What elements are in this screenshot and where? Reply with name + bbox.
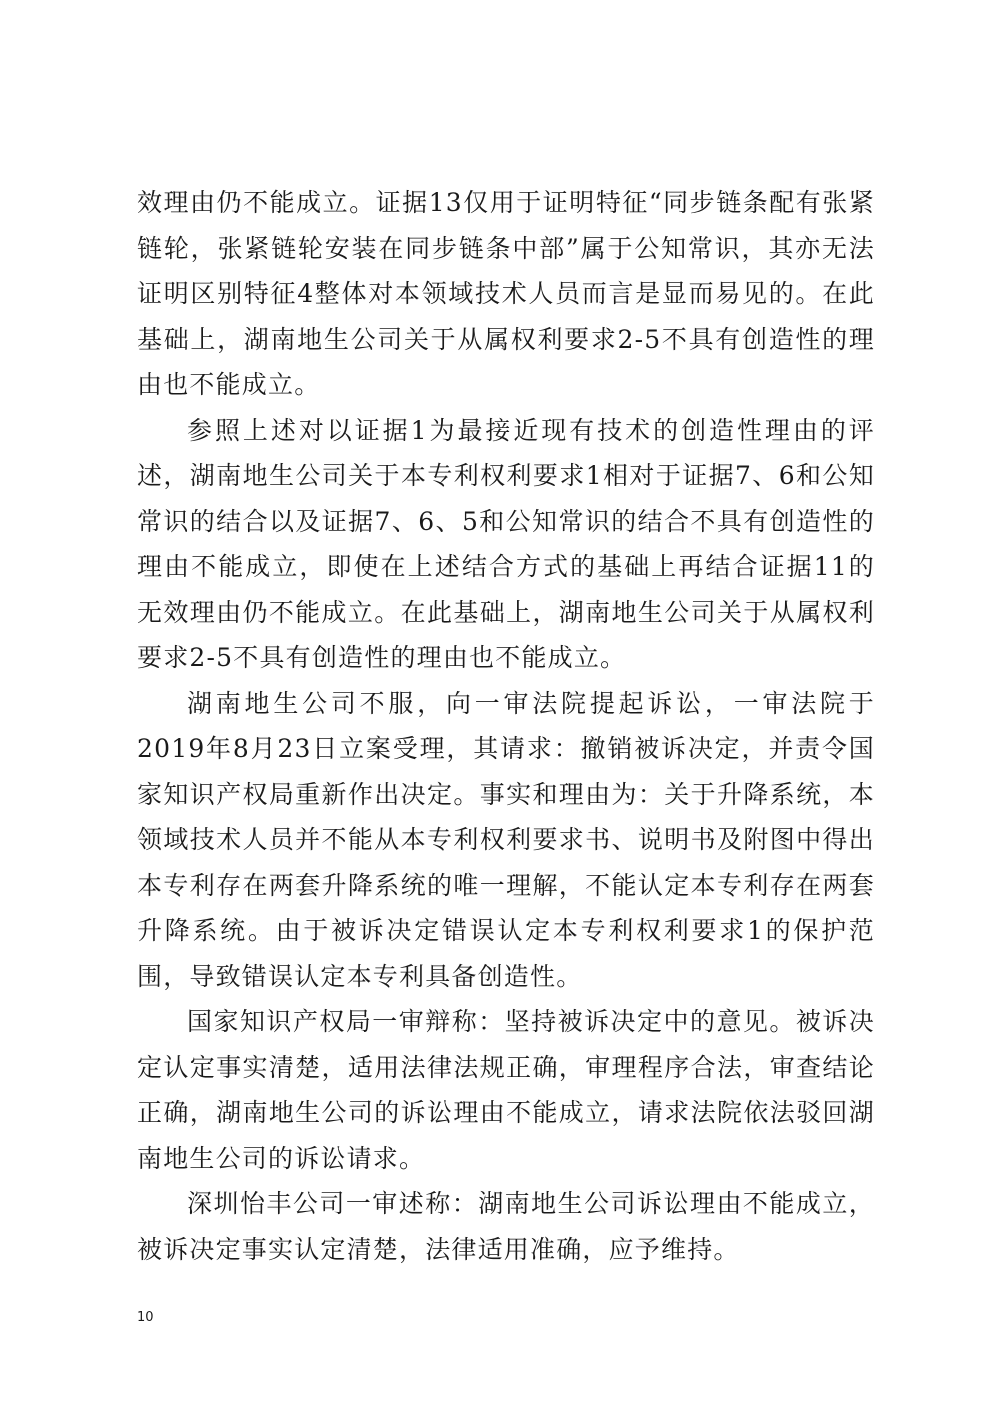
paragraph-3: 湖南地生公司不服，向一审法院提起诉讼，一审法院于2019年8月23日立案受理，其请求：撤销被诉决定，并责令国家知识产权局重新作出决定。事实和理由为：关于升降系统，本领域技术人员并不能从本专利权利要求书、说明书及附图中得出本专利存在两套升降系统的唯一理解，不能认定本专利存在两套升降系统。由于被诉决定错误认定本专利权利要求1的保护范围，导致错误认定本专利具备创造性。 bbox=[137, 688, 875, 991]
paragraph-1: 效理由仍不能成立。证据13仅用于证明特征“同步链条配有张紧链轮，张紧链轮安装在同步链条中部”属于公知常识，其亦无法证明区别特征4整体对本领域技术人员而言是显而易见的。在此基础上，湖南地生公司关于从属权利要求2-5不具有创造性的理由也不能成立。 bbox=[137, 188, 875, 399]
paragraph-4: 国家知识产权局一审辩称：坚持被诉决定中的意见。被诉决定认定事实清楚，适用法律法规正确，审理程序合法，审查结论正确，湖南地生公司的诉讼理由不能成立，请求法院依法驳回湖南地生公司的诉讼请求。 bbox=[137, 1007, 875, 1173]
page-number: 10 bbox=[137, 1310, 154, 1325]
document-body bbox=[137, 180, 875, 1272]
paragraph-5: 深圳怡丰公司一审述称：湖南地生公司诉讼理由不能成立，被诉决定事实认定清楚，法律适用准确，应予维持。 bbox=[137, 1189, 875, 1264]
paragraph-2: 参照上述对以证据1为最接近现有技术的创造性理由的评述，湖南地生公司关于本专利权利要求1相对于证据7、6和公知常识的结合以及证据7、6、5和公知常识的结合不具有创造性的理由不能成立，即使在上述结合方式的基础上再结合证据11的无效理由仍不能成立。在此基础上，湖南地生公司关于从属权利要求2-5不具有创造性的理由也不能成立。 bbox=[137, 415, 875, 672]
